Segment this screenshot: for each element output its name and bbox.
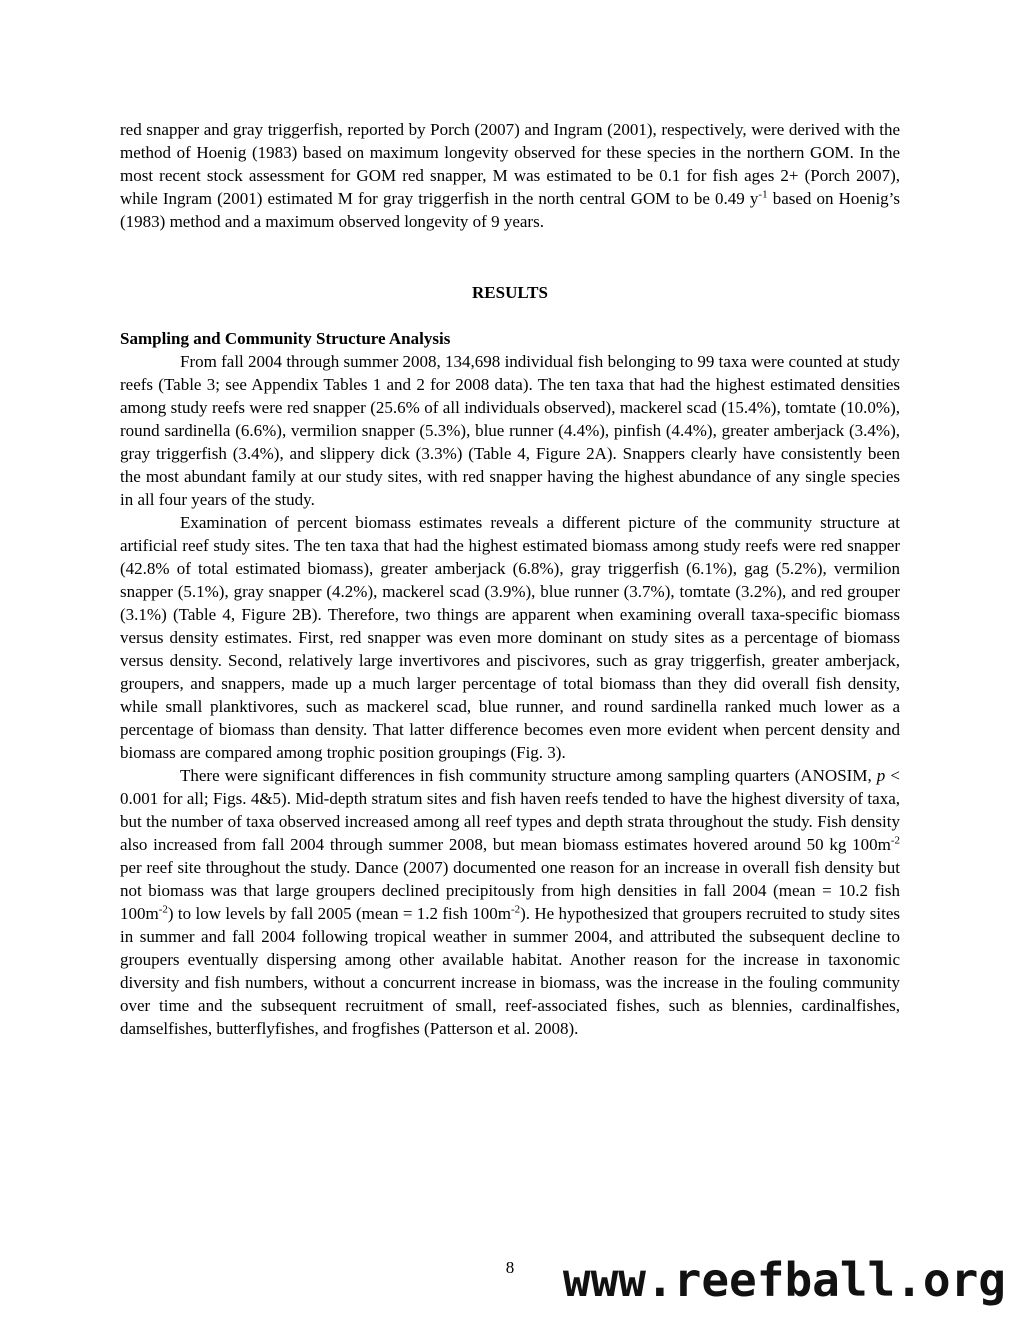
superscript: -2: [510, 903, 521, 916]
superscript: -2: [890, 834, 900, 847]
paragraph-community-structure: [120, 764, 900, 1040]
superscript: -1: [758, 188, 768, 201]
page-number: 8: [505, 1258, 515, 1277]
paragraph-biomass: Examination of percent biomass estimates reveals a different picture of the community structure at artificial reef study sites. The ten taxa that had the highest estimated biomass among study reefs were red snapper (42.8% of total estimated biomass), greater amberjack (6.8%), gray triggerfish (6.1%), gag (5.2%), vermilion snapper (5.1%), gray snapper (4.2%), mackerel scad (3.9%), blue runner (3.7%), tomtate (3.2%), and red grouper (3.1%) (Table 4, Figure 2B). Therefore, two things are apparent when examining overall taxa-specific biomass versus density estimates. First, red snapper was even more dominant on study sites as a percentage of biomass versus density. Second, relatively large invertivores and piscivores, such as gray triggerfish, greater amberjack, groupers, and snappers, made up a much larger percentage of total biomass than they did overall fish density, while small planktivores, such as mackerel scad, blue runner, and round sardinella ranked much lower as a percentage of biomass than density. That latter difference becomes even more evident when percent density and biomass are compared among trophic position groupings (Fig. 3).: [120, 513, 900, 762]
p3-text-e: ). He hypothesized that groupers recruited to study sites in summer and fall 2004 following tropical weather in summer 2004, and attributed the subsequent decline to groupers eventually dispersing among other available habitat. Another reason for the increase in taxonomic diversity and fish numbers, without a concurrent increase in biomass, was the increase in the fouling community over time and the subsequent recruitment of small, reef-associated fishes, such as blennies, cardinalfishes, damselfishes, butterflyfishes, and frogfishes (Patterson et al. 2008).: [120, 904, 900, 1038]
intro-paragraph: [120, 118, 900, 233]
p3-text-b: < 0.001 for all; Figs. 4&5). Mid-depth stratum sites and fish haven reefs tended to have the highest diversity of taxa, but the number of taxa observed increased among all reef types and depth strata throughout the study. Fish density also increased from fall 2004 through summer 2008, but mean biomass estimates hovered around 50 kg 100m: [120, 766, 900, 854]
p-value-symbol: p: [876, 766, 886, 785]
intro-text-1: red snapper and gray triggerfish, reported by Porch (2007) and Ingram (2001), respectively, were derived with the method of Hoenig (1983) based on maximum longevity observed for these species in the northern GOM. In the most recent stock assessment for GOM red snapper, M was estimated to be 0.1 for fish ages 2+ (Porch 2007), while Ingram (2001) estimated M for gray triggerfish in the north central GOM to be 0.49 y: [120, 120, 900, 208]
p3-text-c: per reef site throughout the study. Dance (2007) documented one reason for an increase in overall fish density but not biomass was that large groupers declined precipitously from high densities in fall 2004 (mean = 10.2 fish 100m: [120, 858, 900, 923]
intro-text-2: based on Hoenig’s (1983) method and a maximum observed longevity of 9 years.: [120, 189, 901, 231]
p3-text-a: There were significant differences in fish community structure among sampling quarters (ANOSIM,: [180, 766, 877, 785]
subsection-title: Sampling and Community Structure Analysis: [120, 329, 451, 348]
page-body: [120, 118, 900, 1040]
watermark-url: www.reefball.org: [562, 1253, 1006, 1307]
section-title: RESULTS: [472, 283, 548, 302]
superscript: -2: [158, 903, 168, 916]
paragraph-density: From fall 2004 through summer 2008, 134,698 individual fish belonging to 99 taxa were counted at study reefs (Table 3; see Appendix Tables 1 and 2 for 2008 data). The ten taxa that had the highest estimated densities among study reefs were red snapper (25.6% of all individuals observed), mackerel scad (15.4%), tomtate (10.0%), round sardinella (6.6%), vermilion snapper (5.3%), blue runner (4.4%), pinfish (4.4%), greater amberjack (3.4%), gray triggerfish (3.4%), and slippery dick (3.3%) (Table 4, Figure 2A). Snappers clearly have consistently been the most abundant family at our study sites, with red snapper having the highest abundance of any single species in all four years of the study.: [120, 352, 900, 509]
p3-text-d: ) to low levels by fall 2005 (mean = 1.2 fish 100m: [167, 904, 511, 923]
